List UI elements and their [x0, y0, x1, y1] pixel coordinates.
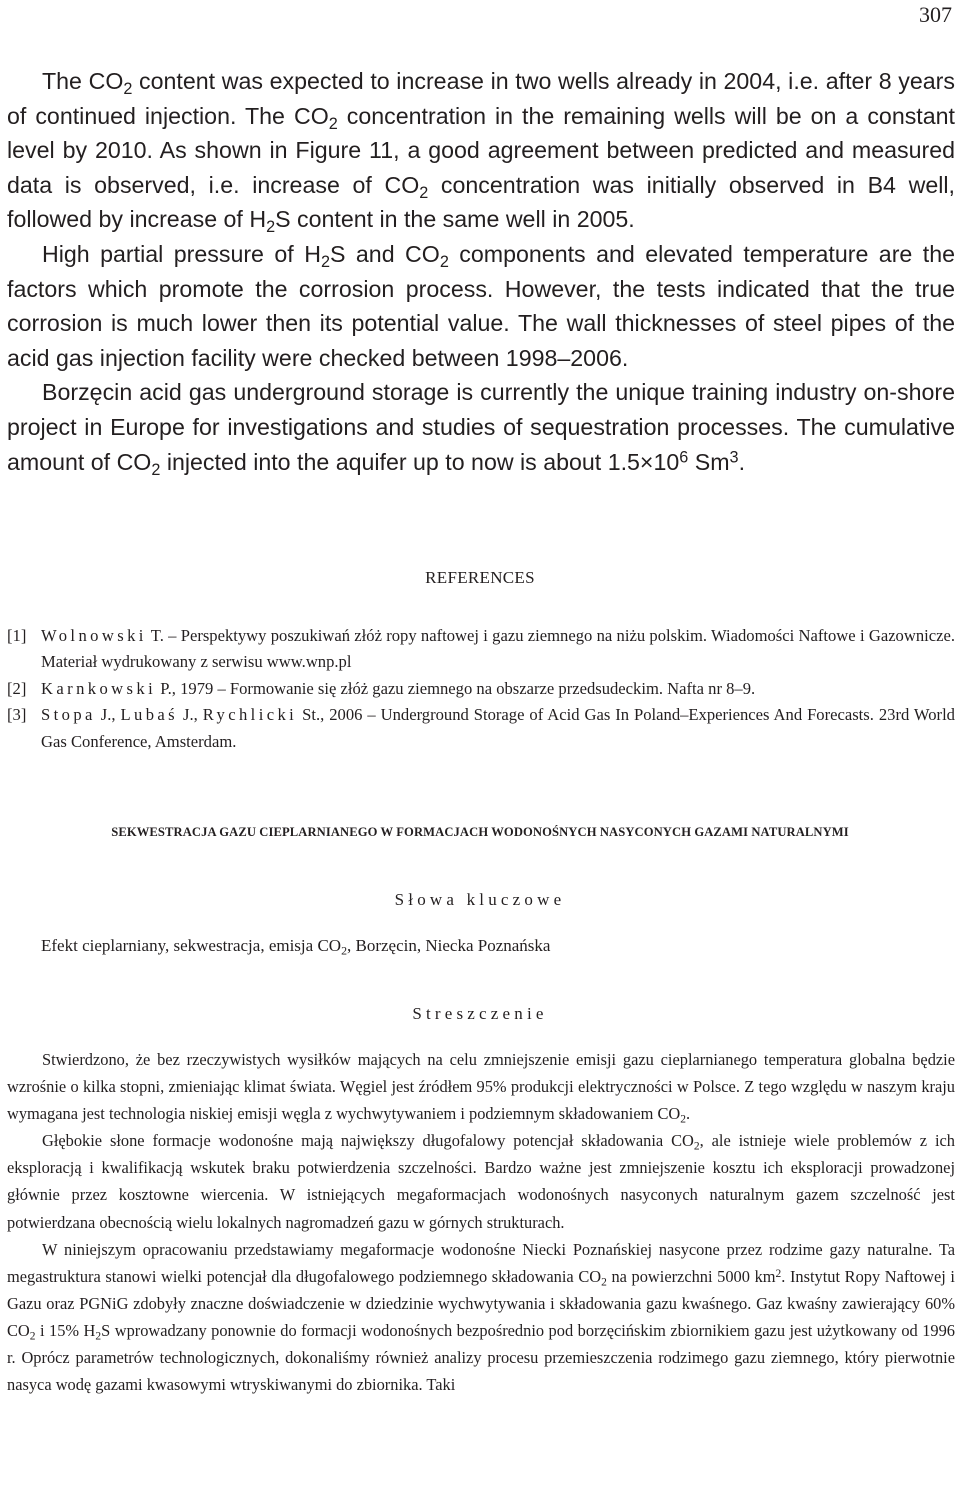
page-number: 307 — [919, 2, 952, 27]
text-run: content was expected to increase in two wells already in 2004, i.e. after 8 years of continued injection. The CO — [7, 68, 955, 129]
paragraph — [7, 1127, 955, 1235]
text-run: , Borzęcin, Niecka Poznańska — [347, 936, 551, 955]
text-run: Borzęcin acid gas underground storage is currently the unique training industry on-shore project in Europe for investigations and studies of sequestration processes. The cumulative amount of CO — [7, 379, 955, 475]
keywords-heading: Słowa kluczowe — [394, 890, 566, 909]
references-list — [7, 623, 955, 755]
reference-author: Lubaś — [120, 705, 179, 725]
text-run: . — [685, 1104, 691, 1124]
reference-number: [3] — [7, 705, 27, 725]
subscript: 2 — [95, 1330, 102, 1343]
subscript: 2 — [419, 183, 429, 202]
text-run: St., 2006 – Underground Storage of Acid Gas In Poland–Experiences And Forecasts. 23rd World Gas Conference, Amsterdam. — [41, 705, 955, 751]
reference-item — [7, 676, 955, 702]
paragraph — [7, 1046, 955, 1127]
text-run: concentration in the remaining wells will be on a constant level by 2010. As shown in Figure 11, a good agreement between predicted and measured data is observed, i.e. increase of CO — [7, 102, 955, 198]
text-run: Sm — [688, 448, 730, 475]
text-run: High partial pressure of H — [42, 240, 321, 267]
subscript: 2 — [123, 79, 133, 98]
subscript: 2 — [328, 114, 338, 133]
reference-author: Stopa — [41, 705, 96, 725]
reference-author: Rychlicki — [202, 705, 298, 725]
superscript: 2 — [775, 1267, 782, 1280]
abstract-heading: Streszczenie — [412, 1004, 548, 1023]
text-run: concentration was initially observed in B4 well, followed by increase of H — [7, 171, 955, 233]
text-run: Stwierdzono, że bez rzeczywistych wysiłków mających na celu zmniejszenie emisji gazu cieplarnianego temperatura globalna będzie wzrośnie o kilka stopni, zmieniając klimat świata. Węgiel jest źródłem 95% produkcji elektryczności w Polsce. Z tego względu w naszym kraju wymagana jest technologia niskiej emisji węgla z wychwytywaniem i podziemnym składowaniem CO — [7, 1050, 955, 1124]
subscript: 2 — [29, 1330, 36, 1343]
superscript: 3 — [729, 448, 739, 467]
text-run: J., — [178, 705, 203, 725]
reference-number: [2] — [7, 678, 27, 698]
reference-text — [41, 702, 955, 755]
text-run: The CO — [42, 68, 124, 94]
subscript: 2 — [151, 460, 161, 479]
paragraph — [7, 375, 955, 479]
text-run: Głębokie słone formacje wodonośne mają największy długofalowy potencjał składowania CO — [42, 1131, 694, 1151]
text-run: S content in the same well in 2005. — [275, 206, 635, 233]
reference-number: [1] — [7, 626, 27, 645]
reference-item — [7, 623, 955, 676]
reference-author: Karnkowski — [41, 678, 157, 698]
text-run: W niniejszym opracowaniu przedstawiamy megaformacje wodonośne Niecki Poznańskiej nasycone przez rodzime gazy naturalne. Ta megastruktura stanowi wielki potencjał dla długofalowego podziemnego składowania CO — [7, 1239, 955, 1286]
text-run: S wprowadzany ponownie do formacji wodonośnych bezpośrednio pod borzęcińskim zbiornikiem gazu jest użytkowany od 1996 r. Oprócz parametrów technologicznych, dokonaliśmy również analizy procesu przemieszczenia rodzimego gazu ziemnego, który pierwotnie nasyca wodę gazami kwasowymi wtryskiwanymi do zbiornika. Taki — [7, 1320, 955, 1395]
reference-text — [41, 676, 955, 702]
reference-item — [7, 702, 955, 755]
keywords — [41, 936, 550, 956]
subscript: 2 — [266, 218, 276, 237]
references-heading: REFERENCES — [425, 568, 535, 587]
text-run: i 15% H — [35, 1320, 96, 1340]
reference-text — [41, 623, 955, 676]
subscript: 2 — [680, 1113, 686, 1126]
subscript: 2 — [601, 1276, 607, 1289]
subscript: 2 — [693, 1140, 700, 1153]
text-run: P., 1979 – Formowanie się złóż gazu ziemnego na obszarze przedsudeckim. Nafta nr 8–9. — [156, 678, 756, 698]
paragraph — [7, 237, 955, 375]
text-run: , ale istnieje wiele problemów z ich eksploracją i kwalifikacją wskutek braku potwierdzenia szczelności. Bardzo ważne jest zmniejszenie kosztu ich eksploracji prowadzonej głównie przez kosztowne wiercenia. W istniejących megaformacjach wodonośnych nasyconych naturalnym gazem szczelność jest potwierdzana obecnością wielu lokalnych nagromadzeń gazu w górnych strukturach. — [7, 1131, 956, 1232]
text-run: T. – Perspektywy poszukiwań złóż ropy naftowej i gazu ziemnego na niżu polskim. Wiadomości Naftowe i Gazownicze. Materiał wydrukowany z serwisu www.wnp.pl — [41, 626, 955, 672]
reference-author: Wolnowski — [41, 626, 147, 645]
text-run: S and CO — [329, 240, 440, 267]
subscript: 2 — [320, 252, 330, 271]
paragraph — [7, 1236, 955, 1399]
polish-abstract — [7, 1046, 955, 1398]
subscript: 2 — [439, 252, 449, 271]
text-run: injected into the aquifer up to now is about 1.5×10 — [160, 448, 680, 475]
text-run: J., — [95, 705, 121, 725]
polish-title: SEKWESTRACJA GAZU CIEPLARNIANEGO W FORMACJACH WODONOŚNYCH NASYCONYCH GAZAMI NATURALNYMI — [111, 825, 849, 839]
superscript: 6 — [679, 448, 689, 467]
text-run: Efekt cieplarniany, sekwestracja, emisja CO — [41, 936, 342, 955]
english-body — [7, 64, 955, 479]
text-run: na powierzchni 5000 km — [606, 1266, 776, 1286]
text-run: . Instytut Ropy Naftowej i Gazu oraz PGNiG zdobyły znaczne doświadczenie w dziedzinie wychwytywania i składowania gazu kwaśnego. Gaz kwaśny zawierający 60% CO — [7, 1266, 955, 1340]
text-run: components and elevated temperature are the factors which promote the corrosion process. However, the tests indicated that the true corrosion is much lower then its potential value. The wall thicknesses of steel pipes of the acid gas injection facility were checked between 1998–2006. — [7, 240, 955, 371]
subscript: 2 — [341, 943, 348, 958]
text-run: . — [738, 448, 746, 475]
paragraph — [7, 64, 955, 237]
